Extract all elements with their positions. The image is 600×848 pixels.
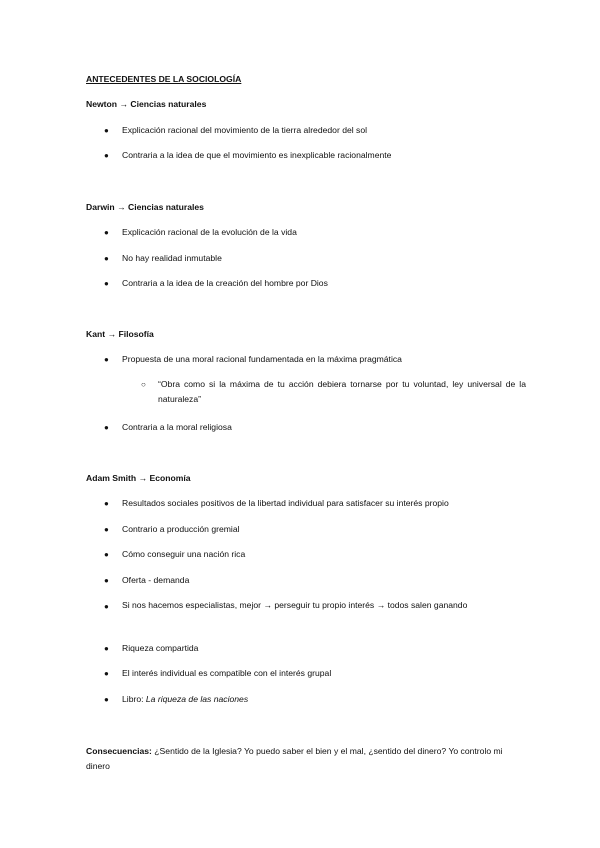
list-item-book	[122, 694, 248, 704]
bullet-icon: ●	[104, 550, 109, 559]
section-heading-adam-smith: Adam Smith → Economía	[86, 473, 191, 483]
bullet-icon: ●	[104, 126, 109, 135]
consequences-paragraph	[86, 744, 526, 774]
bullet-icon: ●	[104, 279, 109, 288]
section-heading-kant: Kant → Filosofía	[86, 329, 154, 339]
bullet-icon: ●	[104, 499, 109, 508]
book-label: Libro:	[122, 694, 146, 704]
bullet-icon: ●	[104, 669, 109, 678]
bullet-icon: ●	[104, 602, 109, 611]
list-subitem-quote: “Obra como si la máxima de tu acción debiera tornarse por tu voluntad, ley universal de la naturaleza”	[158, 379, 526, 404]
list-item: Oferta - demanda	[122, 575, 190, 585]
bullet-icon: ●	[104, 576, 109, 585]
list-item: Riqueza compartida	[122, 643, 199, 653]
bullet-icon: ●	[104, 695, 109, 704]
list-item: Contraria a la moral religiosa	[122, 422, 232, 432]
list-item: Explicación racional de la evolución de la vida	[122, 227, 297, 237]
bullet-icon: ●	[104, 525, 109, 534]
bullet-icon: ●	[104, 151, 109, 160]
list-item: Cómo conseguir una nación rica	[122, 549, 246, 559]
bullet-icon: ●	[104, 228, 109, 237]
list-item: Si nos hacemos especialistas, mejor → perseguir tu propio interés → todos salen ganando	[122, 600, 468, 610]
list-item: No hay realidad inmutable	[122, 253, 222, 263]
consequences-text: ¿Sentido de la Iglesia? Yo puedo saber el bien y el mal, ¿sentido del dinero? Yo controlo mi dinero	[86, 746, 503, 771]
bullet-icon: ●	[104, 355, 109, 364]
list-item: Resultados sociales positivos de la libertad individual para satisfacer su interés propio	[122, 498, 449, 508]
section-heading-darwin: Darwin → Ciencias naturales	[86, 202, 204, 212]
list-item: Explicación racional del movimiento de la tierra alrededor del sol	[122, 125, 368, 135]
list-item: Contraria a la idea de la creación del hombre por Dios	[122, 278, 328, 288]
list-item: Propuesta de una moral racional fundamentada en la máxima pragmática	[122, 354, 402, 364]
consequences-label: Consecuencias:	[86, 746, 152, 756]
sub-bullet-icon: ○	[141, 380, 146, 389]
bullet-icon: ●	[104, 254, 109, 263]
bullet-icon: ●	[104, 423, 109, 432]
section-heading-newton: Newton → Ciencias naturales	[86, 99, 207, 109]
book-title: La riqueza de las naciones	[145, 694, 249, 704]
list-item: Contrario a producción gremial	[122, 524, 240, 534]
list-item: El interés individual es compatible con el interés grupal	[122, 668, 332, 678]
list-item: Contraria a la idea de que el movimiento es inexplicable racionalmente	[122, 150, 392, 160]
document-title: ANTECEDENTES DE LA SOCIOLOGÍA	[86, 74, 242, 84]
bullet-icon: ●	[104, 644, 109, 653]
